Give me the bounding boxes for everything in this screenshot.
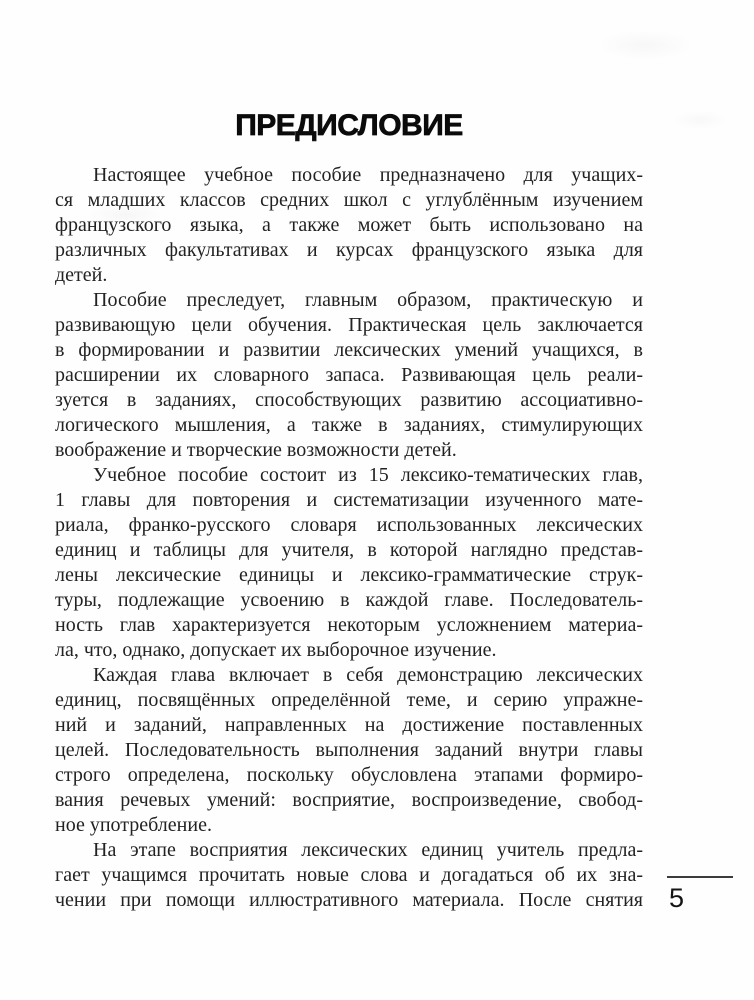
text-line: Пособие преследует, главным образом, практическую и [93,289,643,311]
footer-rule [667,876,733,878]
text-line: ний и заданий, направленных на достижение поставленных [55,714,643,736]
text-line: 1 главы для повторения и систематизации изученного мате- [55,489,643,511]
text-line: единиц и таблицы для учителя, в которой наглядно представ- [55,539,643,561]
text-line: лены лексические единицы и лексико-грамматические струк- [55,564,643,586]
text-line: ность глав характеризуется некоторым усложнением материа- [55,614,643,636]
text-block [55,163,643,913]
text-line: вания речевых умений: восприятие, воспроизведение, свобод- [55,789,643,811]
text-line: различных факультативах и курсах французского языка для [55,239,643,261]
text-line: туры, подлежащие усвоению в каждой главе. Последователь- [55,589,643,611]
text-line: целей. Последовательность выполнения заданий внутри главы [55,739,643,761]
page-title: ПРЕДИСЛОВИЕ [235,109,463,143]
text-line: ное употребление. [55,814,212,836]
text-line: в формировании и развитии лексических умений учащихся, в [55,339,643,361]
text-line: Учебное пособие состоит из 15 лексико-тематических глав, [93,464,643,486]
text-line: гает учащимся прочитать новые слова и догадаться об их зна- [55,864,643,886]
text-line: французского языка, а также может быть использовано на [55,214,643,236]
text-line: единиц, посвящённых определённой теме, и серию упражне- [55,689,643,711]
text-line: расширении их словарного запаса. Развивающая цель реали- [55,364,643,386]
text-line: строго определена, поскольку обусловлена этапами формиро- [55,764,643,786]
text-line: развивающую цели обучения. Практическая цель заключается [55,314,643,336]
text-line: логического мышления, а также в заданиях, стимулирующих [55,414,643,436]
page-number-block [667,876,733,912]
text-line: чении при помощи иллюстративного материала. После снятия [55,889,643,911]
text-line: риала, франко-русского словаря использованных лексических [55,514,643,536]
text-line: детей. [55,264,108,286]
page-number: 5 [669,883,685,913]
text-line: ся младших классов средних школ с углублённым изучением [55,189,643,211]
text-line: зуется в заданиях, способствующих развитию ассоциативно- [55,389,643,411]
text-line: воображение и творческие возможности детей. [55,439,457,461]
text-line: Настоящее учебное пособие предназначено для учащих- [93,164,643,186]
text-line: На этапе восприятия лексических единиц учитель предла- [93,839,643,861]
text-line: ла, что, однако, допускает их выборочное изучение. [55,639,497,661]
text-line: Каждая глава включает в себя демонстрацию лексических [93,664,643,686]
